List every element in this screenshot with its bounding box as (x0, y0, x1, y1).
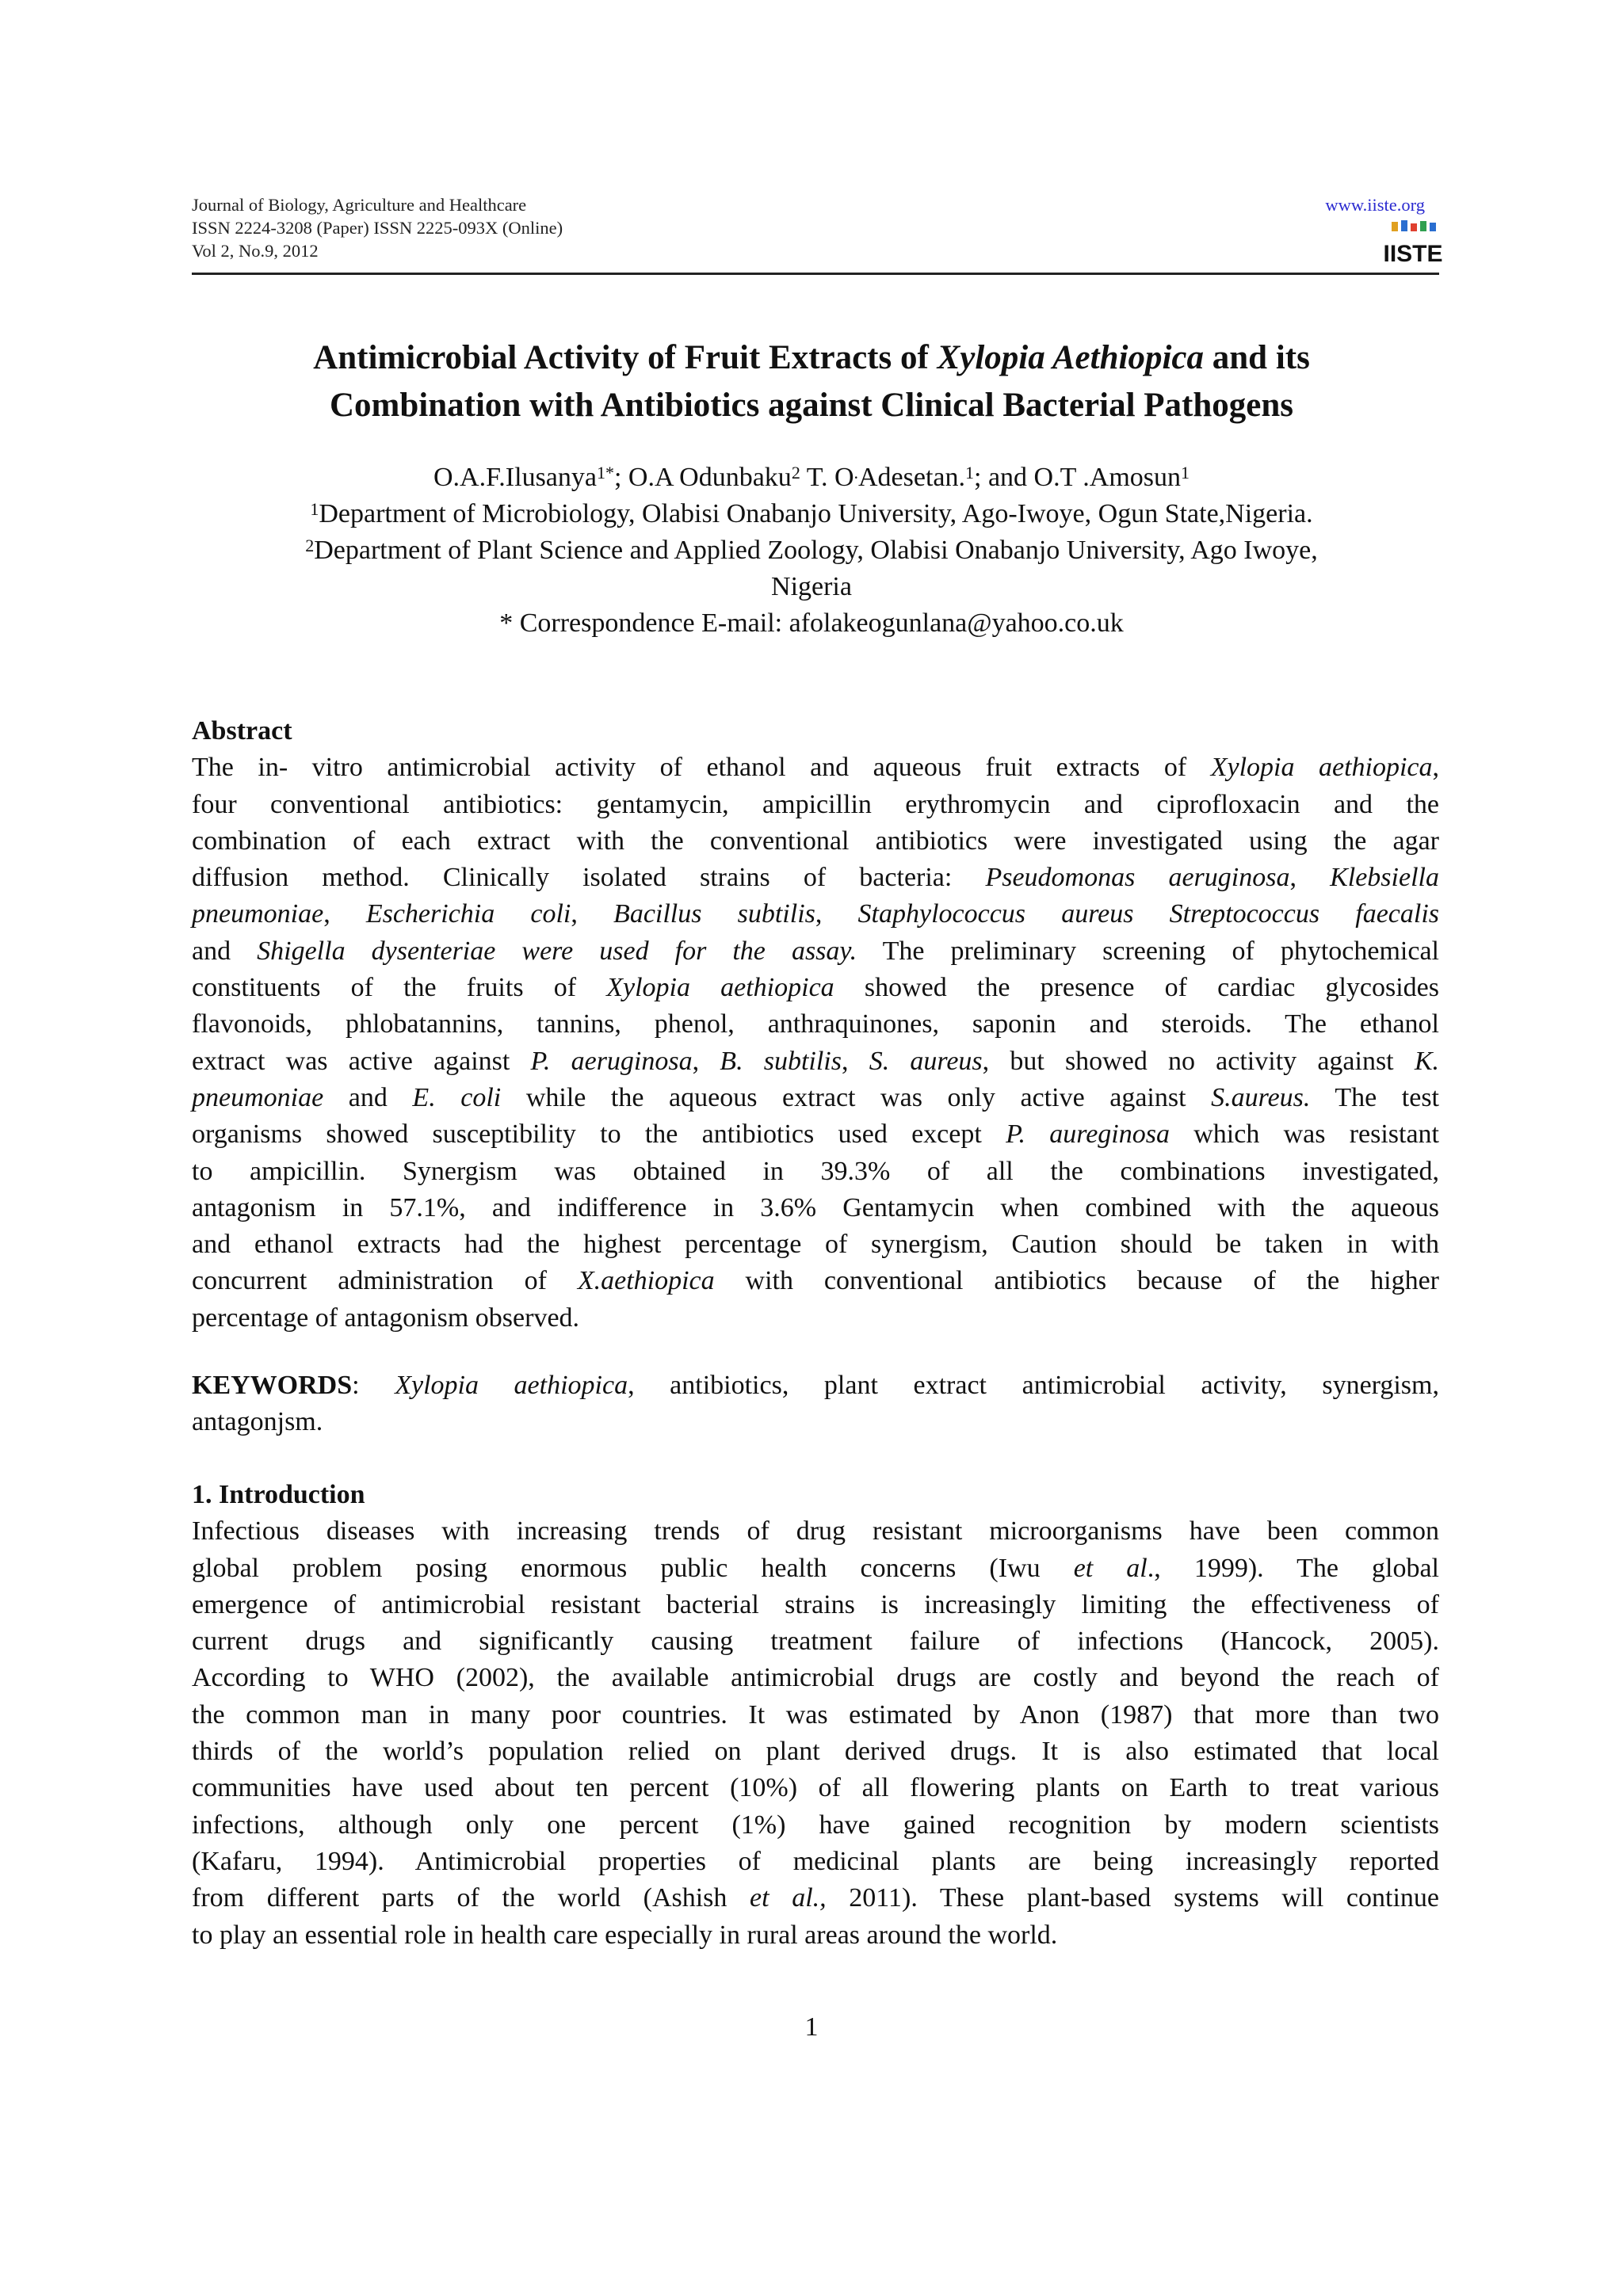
paper-title (166, 334, 1457, 429)
abstract-line: The in- vitro antimicrobial activity of ethanol and aqueous fruit extracts of Xylopia aethiopica, (192, 753, 1440, 783)
intro-line: communities have used about ten percent (10%) of all flowering plants on Earth to treat various (192, 1773, 1439, 1803)
keywords-line: KEYWORDS: Xylopia aethiopica, antibiotics, plant extract antimicrobial activity, synergism, (192, 1371, 1439, 1400)
intro-line: global problem posing enormous public health concerns (Iwu et al., 1999). The global (192, 1553, 1440, 1583)
affiliation-1: $^1$Department of Microbiology, Olabisi Onabanjo University, Ago-Iwoye, Ogun State,Nigeria. (310, 499, 1313, 528)
abstract-section (192, 713, 1439, 1337)
iiste-logo-icon (1383, 220, 1443, 267)
correspondence-email: * Correspondence E-mail: afolakeogunlana@yahoo.co.uk (499, 608, 1124, 638)
keywords-label: KEYWORDS (192, 1371, 353, 1400)
author-list: O.A.F.Ilusanya$^{1*}$; O.A Odunbaku$^2$ T. O.Adesetan.$^1$; and O.T .Amosun$^1$ (433, 463, 1190, 492)
keywords-section (192, 1367, 1439, 1441)
journal-header (192, 190, 1443, 275)
intro-line: emergence of antimicrobial resistant bacterial strains is increasingly limiting the effectiveness of (192, 1589, 1439, 1619)
abstract-line: diffusion method. Clinically isolated strains of bacteria: Pseudomonas aeruginosa, Klebsiella (192, 863, 1439, 893)
logo-text: IISTE (1383, 241, 1443, 267)
intro-line: current drugs and significantly causing treatment failure of infections (Hancock, 2005). (192, 1627, 1439, 1657)
introduction-heading: 1. Introduction (192, 1480, 365, 1509)
affiliation-2-country: Nigeria (771, 572, 852, 601)
abstract-line: to ampicillin. Synergism was obtained in 39.3% of all the combinations investigated, (192, 1156, 1439, 1186)
abstract-line: combination of each extract with the conventional antibiotics were investigated using the agar (192, 826, 1439, 856)
abstract-line: flavonoids, phlobatannins, tannins, phenol, anthraquinones, saponin and steroids. The ethanol (192, 1009, 1439, 1039)
intro-line: the common man in many poor countries. It was estimated by Anon (1987) that more than two (192, 1699, 1439, 1730)
abstract-line: percentage of antagonism observed. (192, 1302, 580, 1333)
abstract-line: organisms showed susceptibility to the antibiotics used except P. aureginosa which was resistant (192, 1119, 1440, 1150)
title-line-1: Antimicrobial Activity of Fruit Extracts of Xylopia Aethiopica and its (313, 339, 1310, 376)
abstract-line: and ethanol extracts had the highest percentage of synergism, Caution should be taken in with (192, 1230, 1439, 1260)
intro-line: According to WHO (2002), the available antimicrobial drugs are costly and beyond the reach of (192, 1663, 1439, 1693)
affiliation-2: $^2$Department of Plant Science and Applied Zoology, Olabisi Onabanjo University, Ago Iwoye, (305, 536, 1318, 565)
introduction-section (192, 1477, 1439, 1954)
abstract-line: and Shigella dysenteriae were used for the assay. The preliminary screening of phytochemical (192, 936, 1439, 966)
journal-info (192, 193, 563, 262)
page-number: 1 (804, 2012, 819, 2042)
intro-line: to play an essential role in health care especially in rural areas around the world. (192, 1920, 1058, 1950)
journal-volume: Vol 2, No.9, 2012 (192, 241, 319, 261)
journal-issn: ISSN 2224-3208 (Paper) ISSN 2225-093X (Online) (192, 218, 563, 238)
intro-line: from different parts of the world (Ashish et al., 2011). These plant-based systems will continue (192, 1883, 1439, 1913)
author-block (166, 460, 1457, 642)
intro-line: thirds of the world’s population relied on plant derived drugs. It is also estimated that local (192, 1737, 1439, 1767)
abstract-line: pneumoniae and E. coli while the aqueous extract was only active against S.aureus. The test (192, 1082, 1439, 1112)
title-line-2: Combination with Antibiotics against Clinical Bacterial Pathogens (329, 387, 1293, 424)
intro-line: (Kafaru, 1994). Antimicrobial properties of medicinal plants are being increasingly reported (192, 1846, 1439, 1876)
intro-line: infections, although only one percent (1%) have gained recognition by modern scientists (192, 1810, 1439, 1840)
journal-name: Journal of Biology, Agriculture and Healthcare (192, 195, 527, 215)
abstract-heading: Abstract (192, 716, 292, 746)
abstract-line: antagonism in 57.1%, and indifference in 3.6% Gentamycin when combined with the aqueous (192, 1192, 1439, 1222)
intro-line: Infectious diseases with increasing trends of drug resistant microorganisms have been common (192, 1516, 1439, 1547)
journal-url-link[interactable]: www.iiste.org (1325, 195, 1425, 215)
abstract-line: concurrent administration of X.aethiopica with conventional antibiotics because of the higher (192, 1266, 1439, 1296)
abstract-line: extract was active against P. aeruginosa, B. subtilis, S. aureus, but showed no activity against K. (192, 1046, 1439, 1076)
keywords-line: antagonjsm. (192, 1407, 323, 1437)
abstract-line: pneumoniae, Escherichia coli, Bacillus subtilis, Staphylococcus aureus Streptococcus faecalis (192, 899, 1439, 929)
abstract-line: four conventional antibiotics: gentamycin, ampicillin erythromycin and ciprofloxacin and the (192, 789, 1439, 819)
abstract-line: constituents of the fruits of Xylopia aethiopica showed the presence of cardiac glycosides (192, 973, 1439, 1003)
